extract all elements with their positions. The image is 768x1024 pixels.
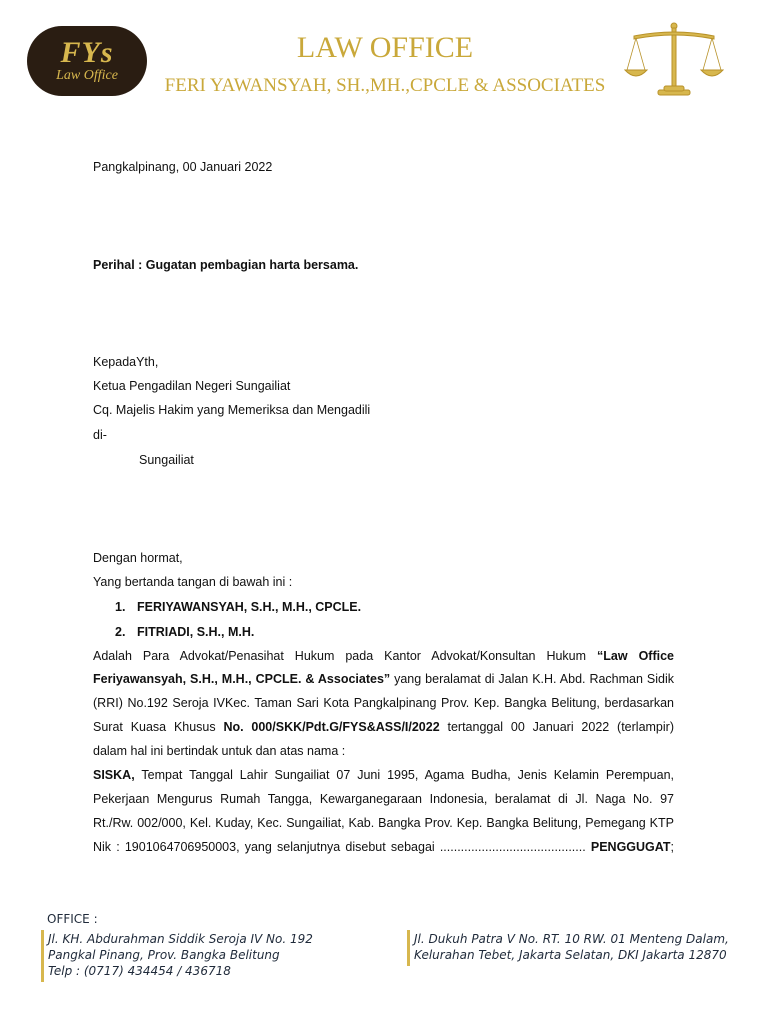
recipient-line: KepadaYth,: [93, 355, 159, 369]
logo-monogram: FYs: [60, 36, 114, 69]
recipient-line: Cq. Majelis Hakim yang Memeriksa dan Mengadili: [93, 403, 371, 417]
footer-divider: [41, 930, 44, 982]
signatory-item: [115, 599, 361, 615]
footer-office-label: OFFICE :: [47, 912, 98, 926]
list-number: 2.: [115, 625, 126, 639]
advocate-paragraph-line: dalam hal ini bertindak untuk dan atas nama :: [93, 744, 346, 758]
advocate-paragraph-line: [93, 668, 674, 692]
signatory-name: FERIYAWANSYAH, S.H., M.H., CPCLE.: [137, 600, 362, 614]
text-run: tertanggal 00 Januari 2022 (terlampir): [439, 720, 674, 734]
greeting: Dengan hormat,: [93, 551, 183, 565]
recipient-line: di-: [93, 428, 107, 442]
text-run: Nik : 1901064706950003, yang selanjutnya disebut sebagai ..........................................: [93, 840, 591, 854]
recipient-line: Ketua Pengadilan Negeri Sungailiat: [93, 379, 291, 393]
text-run: ;: [670, 840, 674, 854]
footer-address-left: Pangkal Pinang, Prov. Bangka Belitung: [48, 948, 280, 962]
signatory-name: FITRIADI, S.H., M.H.: [137, 625, 255, 639]
scales-of-justice-icon: [624, 20, 724, 100]
text-run: Surat Kuasa Khusus: [93, 720, 224, 734]
power-of-attorney-number: No. 000/SKK/Pdt.G/FYS&ASS/I/2022: [223, 720, 440, 734]
advocate-paragraph-line: [93, 716, 674, 740]
firm-name-bold: Feriyawansyah, S.H., M.H., CPCLE. & Associates”: [93, 672, 391, 686]
client-paragraph-line: [93, 764, 674, 788]
text-run: Adalah Para Advokat/Penasihat Hukum pada Kantor Advokat/Konsultan Hukum: [93, 649, 598, 663]
intro-line: Yang bertanda tangan di bawah ini :: [93, 575, 293, 589]
client-name: SISKA,: [93, 768, 135, 782]
firm-name-bold: “Law Office: [597, 649, 674, 663]
footer-address-left: Jl. KH. Abdurahman Siddik Seroja IV No. 192: [48, 932, 313, 946]
logo-subtitle: Law Office: [56, 68, 118, 83]
list-number: 1.: [115, 600, 126, 614]
client-paragraph-line: Rt./Rw. 002/000, Kel. Kuday, Kec. Sungailiat, Kab. Bangka Prov. Kep. Bangka Belitung, Pemegang KTP: [93, 816, 674, 830]
letterhead-title: LAW OFFICE: [296, 31, 474, 64]
place-date: Pangkalpinang, 00 Januari 2022: [93, 160, 273, 174]
text-run: yang beralamat di Jalan K.H. Abd. Rachman Sidik: [390, 672, 674, 686]
firm-logo: [27, 26, 147, 96]
footer-phone: Telp : (0717) 434454 / 436718: [48, 964, 231, 978]
client-paragraph-line: [93, 836, 674, 860]
recipient-city: Sungailiat: [139, 453, 194, 467]
advocate-paragraph-line: [93, 645, 674, 669]
subject-line: Perihal : Gugatan pembagian harta bersama.: [93, 258, 359, 272]
footer-address-right: Kelurahan Tebet, Jakarta Selatan, DKI Jakarta 12870: [414, 948, 727, 962]
advocate-paragraph-line: (RRI) No.192 Seroja IVKec. Taman Sari Kota Pangkalpinang Prov. Kep. Bangka Belitung, berdasarkan: [93, 696, 674, 710]
client-paragraph-line: Pekerjaan Mengurus Rumah Tangga, Kewarganegaraan Indonesia, beralamat di Jl. Naga No. 97: [93, 792, 674, 806]
plaintiff-label: PENGGUGAT: [590, 840, 671, 854]
signatory-item: [115, 624, 254, 640]
footer-address-right: Jl. Dukuh Patra V No. RT. 10 RW. 01 Menteng Dalam,: [414, 932, 729, 946]
footer-divider: [407, 930, 410, 966]
letterhead-firm-name: FERI YAWANSYAH, SH.,MH.,CPCLE & ASSOCIATES: [164, 75, 606, 96]
text-run: Tempat Tanggal Lahir Sungailiat 07 Juni 1995, Agama Budha, Jenis Kelamin Perempuan,: [134, 768, 674, 782]
